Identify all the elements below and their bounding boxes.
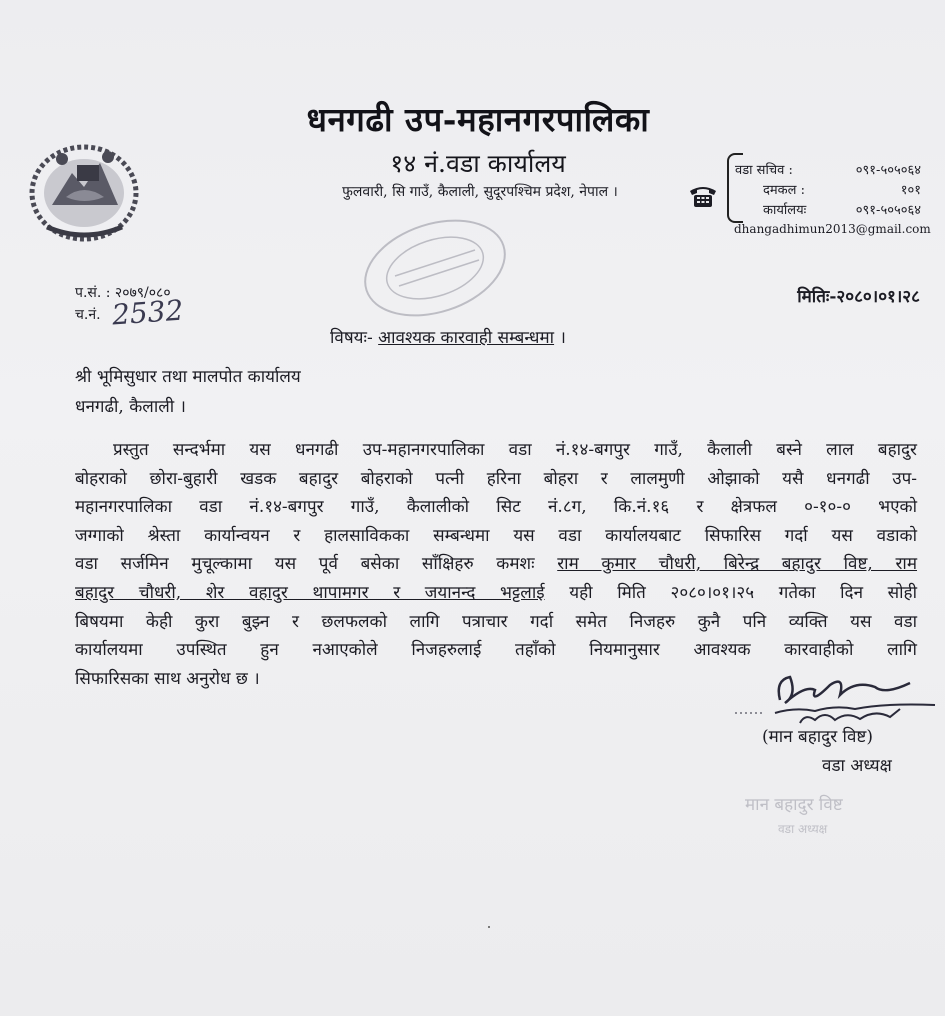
witness-names-underlined: राम कुमार चौधरी, बिरेन्द्र बहादुर विष्ट, राम (557, 554, 918, 575)
letter-date: मितिः-२०८०।०१।२८ (797, 287, 920, 307)
body-line: कार्यालयमा उपस्थित हुन नआएकोले निजहरुलाई तहाँको नियमानुसार आवश्यक कारवाहीको लागि (75, 640, 917, 661)
signatory-title: वडा अध्यक्ष (822, 756, 892, 776)
letter-body (75, 436, 917, 693)
telephone-icon (688, 183, 718, 209)
body-line: बिषयमा केही कुरा बुझ्न र छलफलको लागि पत्राचार गर्दा समेत निजहरु कुनै पनि व्यक्ति यस वडा (75, 611, 917, 632)
subject-text: आवश्यक कारवाही सम्बन्धमा (378, 328, 555, 348)
faint-title-stamp: वडा अध्यक्ष (778, 822, 828, 836)
contact-email: dhangadhimun2013@gmail.com (734, 222, 931, 236)
body-line: प्रस्तुत सन्दर्भमा यस धनगढी उप-महानगरपालिका वडा नं.१४-बगपुर गाउँ, कैलाली बस्ने लाल बहादुर (113, 440, 917, 460)
office-stamp (355, 218, 515, 318)
body-line: बहादुर चौधरी, शेर वहादुर थापामगर र जयानन्द भट्टलाई यही मिति २०८०।०१।२५ गतेका दिन सोही (75, 582, 917, 603)
contact-row-office: कार्यालयः ०९१-५०५०६४ (763, 203, 921, 218)
subject-line: विषयः- आवश्यक कारवाही सम्बन्धमा । (330, 328, 566, 348)
body-line: वडा सर्जमिन मुचूल्कामा यस पूर्व बसेका साँक्षिहरु कमशः राम कुमार चौधरी, बिरेन्द्र बहादुर विष्ट, राम (75, 554, 918, 575)
contact-row-secretary: वडा सचिव : ०९१-५०५०६४ (735, 163, 921, 178)
body-line: सिफारिसका साथ अनुरोध छ । (75, 668, 260, 689)
body-line: जग्गाको श्रेस्ता कार्यान्वयन र हालसाविकका सम्बन्धमा यस वडा कार्यालयबाट सिफारिस गर्दा यस वडाको (75, 525, 917, 546)
body-line: महानगरपालिका वडा नं.१४-बगपुर गाउँ, कैलालीको सिट नं.८ग, कि.नं.१६ र क्षेत्रफल ०-१०-० भएको (75, 497, 917, 518)
signatory-name: (मान बहादुर विष्ट) (762, 727, 873, 747)
addressee-line-1: श्री भूमिसुधार तथा मालपोत कार्यालय (75, 367, 301, 387)
dispatch-label: च.नं. (75, 307, 101, 323)
witness-names-underlined: बहादुर चौधरी, शेर वहादुर थापामगर र जयानन्द भट्टलाई (75, 582, 545, 603)
office-name: १४ नं.वडा कार्यालय (390, 149, 566, 178)
government-emblem-icon (22, 135, 147, 245)
office-address: फुलवारी, सि गाउँ, कैलाली, सुदूरपश्चिम प्रदेश, नेपाल । (342, 184, 618, 200)
paper-speck (488, 926, 490, 928)
dispatch-number-handwritten: 2532 (110, 293, 185, 332)
addressee-line-2: धनगढी, कैलाली । (75, 397, 187, 417)
faint-name-stamp: मान बहादुर विष्ट (745, 795, 843, 815)
reference-number: प.सं. : २०७९/०८० (75, 285, 171, 301)
contact-row-fire: दमकल : १०१ (763, 183, 921, 198)
organization-name: धनगढी उप-महानगरपालिका (306, 100, 650, 139)
body-line: बोहराको छोरा-बुहारी खडक बहादुर बोहराको पत्नी हरिना बोहरा र लालमुणी ओझाको यसै धनगढी उप- (75, 468, 917, 489)
